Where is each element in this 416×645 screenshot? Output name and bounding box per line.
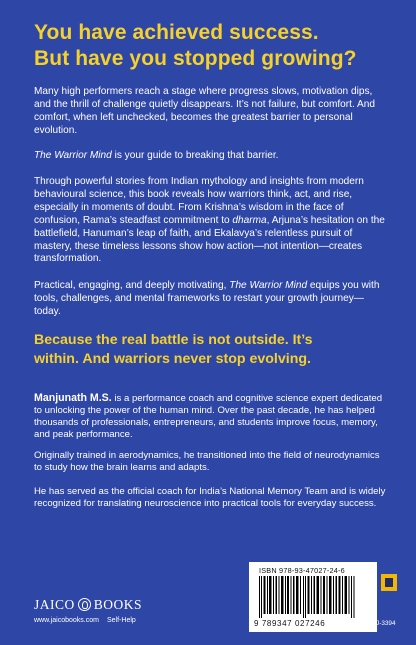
- headline-line-1: You have achieved success.: [34, 21, 319, 44]
- dharma-italic: dharma: [232, 214, 267, 226]
- barcode-icon: [259, 576, 355, 618]
- barcode-box: [249, 562, 377, 632]
- publisher-block: [34, 597, 194, 637]
- publisher-logo: [34, 597, 142, 613]
- tagline-line-1: Because the real battle is not outside. It’s: [34, 332, 313, 348]
- author-bio-3: He has served as the official coach for India’s National Memory Team and is widely recognized for translating neuroscience into practical tools for everyday success.: [34, 486, 386, 510]
- headline: [34, 20, 394, 72]
- publisher-url: www.jaicobooks.com: [34, 617, 99, 624]
- book-title-italic-2: The Warrior Mind: [229, 280, 308, 291]
- publisher-emblem-icon: [78, 598, 91, 611]
- jaico-badge-icon: [381, 574, 397, 591]
- author-bio-1-text: is a performance coach and cognitive science expert dedicated to unlocking the power of the human mind. Over the past decade, he has helped thousands of professionals, entrepreneurs, and students improve focus, memory, and peak performance.: [34, 393, 383, 441]
- book-category: Self-Help: [107, 617, 136, 624]
- publisher-name-right: BOOKS: [93, 597, 143, 612]
- catalog-code: J-3394: [376, 620, 396, 627]
- tagline-line-2: within. And warriors never stop evolving.: [34, 351, 311, 367]
- tagline: [34, 331, 394, 369]
- isbn-label: ISBN 978-93-47027-24-6: [259, 566, 345, 575]
- barcode-digits: 9 789347 027246: [254, 619, 326, 628]
- stories-paragraph-text-b: , Arjuna’s hesitation on the battlefield, Hanuman’s leap of faith, and Ekalavya’s relentless pursuit of mastery, these timeless lessons show how action—not intention—creates transformation.: [34, 214, 385, 265]
- guide-paragraph: [34, 150, 386, 163]
- practical-paragraph: [34, 280, 386, 319]
- author-bio-1: [34, 392, 386, 441]
- author-bio-2: Originally trained in aerodynamics, he transitioned into the field of neurodynamics to study how the brain learns and adapts.: [34, 450, 380, 474]
- book-title-italic: The Warrior Mind: [34, 150, 112, 161]
- publisher-code-strip: [378, 562, 400, 632]
- stories-paragraph: [34, 176, 386, 266]
- stories-paragraph-text-a: Through powerful stories from Indian mythology and insights from modern behavioural science, this book reveals how warriors think, act, and rise, especially in moments of doubt. From Krishna’s wisdom in the face of confusion, Rama’s steadfast commitment to: [34, 176, 364, 226]
- intro-paragraph: Many high performers reach a stage where progress slows, motivation dips, and the thrill of challenge quietly disappears. It’s not failure, but comfort. And comfort, when left unchecked, becomes the greatest barrier to personal evolution.: [34, 86, 375, 136]
- publisher-name-left: JAICO: [34, 597, 75, 612]
- guide-paragraph-text: is your guide to breaking that barrier.: [111, 150, 279, 161]
- practical-paragraph-text-b: equips you with tools, challenges, and mental frameworks to restart your growth journey—today.: [34, 280, 380, 317]
- author-name: Manjunath M.S.: [34, 392, 112, 404]
- practical-paragraph-text-a: Practical, engaging, and deeply motivating,: [34, 280, 230, 291]
- headline-line-2: But have you stopped growing?: [34, 47, 357, 70]
